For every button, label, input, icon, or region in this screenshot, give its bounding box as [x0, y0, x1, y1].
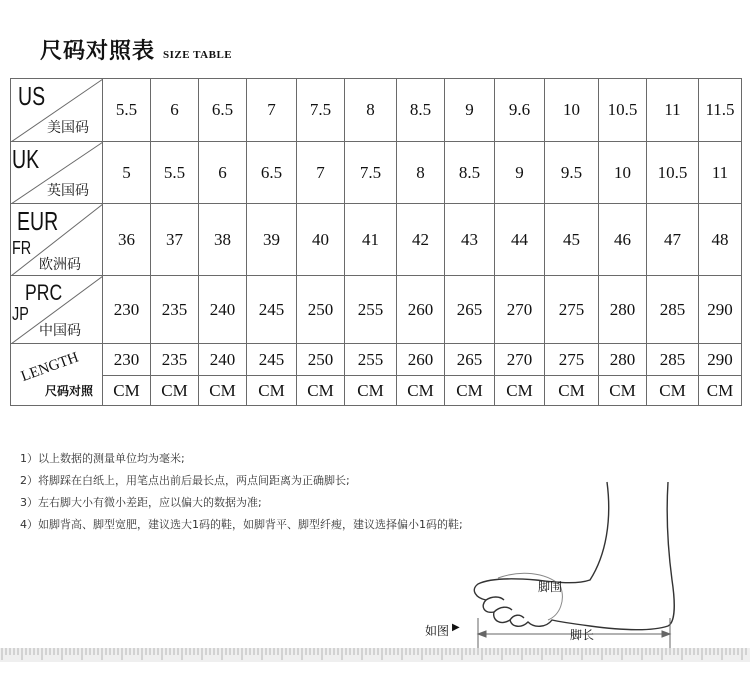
- size-code-us: US: [18, 81, 46, 111]
- table-cell: 37: [151, 204, 199, 276]
- table-cell: CM: [397, 376, 445, 406]
- size-label-eur: 欧洲码: [39, 257, 81, 273]
- table-cell: 290: [699, 276, 742, 344]
- table-cell: 250: [297, 344, 345, 376]
- table-cell: 285: [647, 344, 699, 376]
- table-cell: 9.6: [495, 79, 545, 142]
- table-cell: 270: [495, 276, 545, 344]
- table-cell: 36: [103, 204, 151, 276]
- table-cell: 8: [345, 79, 397, 142]
- table-cell: 6: [199, 142, 247, 204]
- table-cell: 11: [699, 142, 742, 204]
- table-cell: 5.5: [103, 79, 151, 142]
- table-cell: 10: [599, 142, 647, 204]
- table-cell: 7.5: [297, 79, 345, 142]
- circumference-label: 脚围: [538, 580, 563, 594]
- table-cell: 5.5: [151, 142, 199, 204]
- table-cell: 230: [103, 344, 151, 376]
- table-cell: 7.5: [345, 142, 397, 204]
- foot-outline-icon: [474, 482, 674, 630]
- table-cell: 230: [103, 276, 151, 344]
- table-cell: CM: [599, 376, 647, 406]
- table-cell: 10.5: [599, 79, 647, 142]
- table-cell: 235: [151, 344, 199, 376]
- table-cell: 47: [647, 204, 699, 276]
- table-cell: 10: [545, 79, 599, 142]
- table-cell: 265: [445, 344, 495, 376]
- table-cell: 275: [545, 276, 599, 344]
- table-cell: 8.5: [397, 79, 445, 142]
- table-cell: 7: [247, 79, 297, 142]
- size-label-uk: 英国码: [47, 183, 89, 199]
- table-cell: 255: [345, 344, 397, 376]
- table-cell: CM: [199, 376, 247, 406]
- table-cell: CM: [103, 376, 151, 406]
- table-cell: 6: [151, 79, 199, 142]
- table-cell: 42: [397, 204, 445, 276]
- table-cell: CM: [647, 376, 699, 406]
- table-cell: 46: [599, 204, 647, 276]
- table-cell: 45: [545, 204, 599, 276]
- size-code-fr: FR: [12, 238, 32, 258]
- note-item: 3）左右脚大小有微小差距，应以偏大的数据为准;: [20, 496, 262, 509]
- foot-length-label: 脚长: [570, 628, 595, 642]
- table-cell: 260: [397, 276, 445, 344]
- table-cell: CM: [445, 376, 495, 406]
- table-cell: 265: [445, 276, 495, 344]
- size-code-prc: PRC: [25, 280, 63, 305]
- table-cell: 44: [495, 204, 545, 276]
- table-cell: 8.5: [445, 142, 495, 204]
- note-item: 4）如脚背高、脚型宽肥，建议选大1码的鞋，如脚背平、脚型纤瘦，建议选择偏小1码的鞋;: [20, 518, 463, 531]
- table-cell: 7: [297, 142, 345, 204]
- table-cell: CM: [297, 376, 345, 406]
- table-cell: 280: [599, 344, 647, 376]
- table-cell: CM: [495, 376, 545, 406]
- table-cell: 240: [199, 344, 247, 376]
- table-cell: 9.5: [545, 142, 599, 204]
- table-cell: 235: [151, 276, 199, 344]
- note-item: 1）以上数据的测量单位均为毫米;: [20, 452, 185, 465]
- table-cell: CM: [247, 376, 297, 406]
- table-cell: 9: [495, 142, 545, 204]
- table-cell: 290: [699, 344, 742, 376]
- table-cell: 255: [345, 276, 397, 344]
- pointer-arrow-icon: ▶: [452, 622, 460, 633]
- table-cell: 240: [199, 276, 247, 344]
- table-cell: 9: [445, 79, 495, 142]
- table-cell: 275: [545, 344, 599, 376]
- table-cell: CM: [545, 376, 599, 406]
- table-cell: 8: [397, 142, 445, 204]
- ruler-strip: [0, 648, 750, 662]
- table-cell: 48: [699, 204, 742, 276]
- size-code-jp: JP: [12, 304, 29, 324]
- size-label-us: 美国码: [47, 120, 89, 136]
- length-label: LENGTH: [19, 349, 81, 386]
- table-cell: 6.5: [199, 79, 247, 142]
- table-cell: 10.5: [647, 142, 699, 204]
- table-cell: 280: [599, 276, 647, 344]
- title-chinese: 尺码对照表: [40, 38, 156, 64]
- table-cell: 245: [247, 344, 297, 376]
- table-cell: 260: [397, 344, 445, 376]
- table-cell: 41: [345, 204, 397, 276]
- size-code-eur: EUR: [17, 206, 59, 236]
- table-cell: 5: [103, 142, 151, 204]
- size-label-prc: 中国码: [39, 323, 81, 339]
- title-english: SIZE TABLE: [163, 49, 233, 61]
- table-cell: CM: [151, 376, 199, 406]
- table-cell: 43: [445, 204, 495, 276]
- table-cell: 6.5: [247, 142, 297, 204]
- table-cell: 270: [495, 344, 545, 376]
- table-cell: 40: [297, 204, 345, 276]
- table-cell: 11.5: [699, 79, 742, 142]
- table-cell: 245: [247, 276, 297, 344]
- note-item: 2）将脚踩在白纸上，用笔点出前后最长点，两点间距离为正确脚长;: [20, 474, 350, 487]
- see-figure-label: 如图: [425, 624, 450, 638]
- unit-label: 尺码对照: [45, 384, 94, 398]
- table-cell: 38: [199, 204, 247, 276]
- table-cell: 250: [297, 276, 345, 344]
- table-cell: 39: [247, 204, 297, 276]
- table-cell: 11: [647, 79, 699, 142]
- table-cell: CM: [345, 376, 397, 406]
- table-cell: 285: [647, 276, 699, 344]
- table-cell: CM: [699, 376, 742, 406]
- size-code-uk: UK: [12, 144, 40, 174]
